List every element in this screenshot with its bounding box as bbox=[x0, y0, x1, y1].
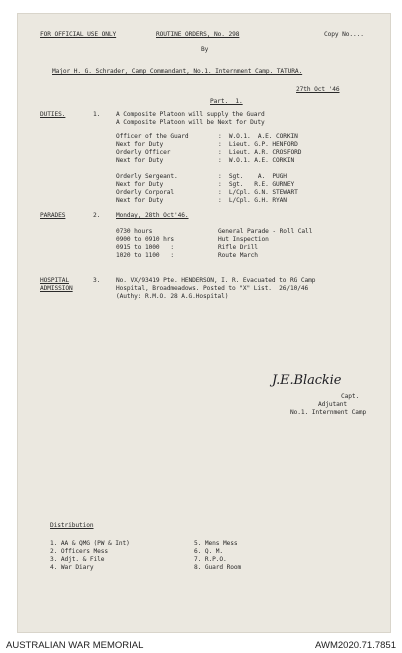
parades-number: 2. bbox=[93, 212, 101, 219]
distribution-item: 4. War Diary bbox=[50, 564, 94, 571]
duty-role: Next for Duty bbox=[116, 141, 164, 148]
duty-name: : L/Cpl. G.H. RYAN bbox=[218, 197, 287, 204]
document-sheet bbox=[18, 14, 390, 632]
duty-role: Orderly Corporal bbox=[116, 189, 175, 196]
duty-role: Officer of the Guard bbox=[116, 133, 189, 140]
distribution-item: 2. Officers Mess bbox=[50, 548, 109, 555]
footer-accession-number: AWM2020.71.7851 bbox=[315, 640, 396, 651]
admission-heading: ADMISSION bbox=[40, 285, 73, 292]
signature-unit: No.1. Internment Camp bbox=[290, 409, 367, 416]
parade-time: 0915 to 1000 : bbox=[116, 244, 175, 251]
orders-title: ROUTINE ORDERS, No. 298 bbox=[156, 31, 240, 38]
hospital-line: Hospital, Broadmeadows. Posted to "X" List. 26/10/46 bbox=[116, 285, 309, 292]
parade-event: Route March bbox=[218, 252, 258, 259]
parade-time: 0730 hours bbox=[116, 228, 153, 235]
hospital-heading: HOSPITAL bbox=[40, 277, 70, 284]
archive-footer bbox=[0, 636, 402, 653]
distribution-item: 1. AA & QMG (PW & Int) bbox=[50, 540, 130, 547]
official-use-label: FOR OFFICIAL USE ONLY bbox=[40, 31, 117, 38]
duty-role: Next for Duty bbox=[116, 197, 164, 204]
duties-line: A Composite Platoon will supply the Guard bbox=[116, 111, 265, 118]
distribution-item: 5. Mens Mess bbox=[194, 540, 238, 547]
parade-event: Rifle Drill bbox=[218, 244, 258, 251]
signature-title: Adjutant bbox=[318, 401, 348, 408]
distribution-item: 8. Guard Room bbox=[194, 564, 242, 571]
part-heading: Part. 1. bbox=[210, 98, 243, 105]
parade-time: 1020 to 1100 : bbox=[116, 252, 175, 259]
duty-role: Orderly Officer bbox=[116, 149, 171, 156]
distribution-item: 3. Adjt. & File bbox=[50, 556, 105, 563]
duties-heading: DUTIES. bbox=[40, 111, 66, 118]
handwritten-signature: J.E.Blackie bbox=[272, 373, 342, 388]
duties-number: 1. bbox=[93, 111, 101, 118]
hospital-line: No. VX/93419 Pte. HENDERSON, I. R. Evacuated to RG Camp bbox=[116, 277, 316, 284]
footer-institution: AUSTRALIAN WAR MEMORIAL bbox=[6, 640, 144, 651]
signature-rank: Capt. bbox=[341, 393, 360, 400]
hospital-line: (Authy: R.M.O. 28 A.G.Hospital) bbox=[116, 293, 229, 300]
duty-role: Next for Duty bbox=[116, 181, 164, 188]
duty-name: : Sgt. R.E. GURNEY bbox=[218, 181, 295, 188]
parade-time: 0900 to 0910 hrs bbox=[116, 236, 175, 243]
parade-day: Monday, 28th Oct'46. bbox=[116, 212, 189, 219]
distribution-heading: Distribution bbox=[50, 522, 94, 529]
parades-heading: PARADES bbox=[40, 212, 66, 219]
duty-role: Orderly Sergeant. bbox=[116, 173, 178, 180]
copy-number: Copy No.... bbox=[324, 31, 364, 38]
commander-line: Major H. G. Schrader, Camp Commandant, No.1. Internment Camp. TATURA. bbox=[52, 68, 303, 75]
duty-name: : L/Cpl. G.N. STEWART bbox=[218, 189, 298, 196]
duty-name: : Lieut. A.R. CROSFORD bbox=[218, 149, 302, 156]
duty-name: : Lieut. G.P. HENFORD bbox=[218, 141, 298, 148]
duties-line: A Composite Platoon will be Next for Duty bbox=[116, 119, 265, 126]
by-label: By bbox=[201, 46, 209, 53]
duty-name: : Sgt. A. PUGH bbox=[218, 173, 287, 180]
distribution-item: 6. Q. M. bbox=[194, 548, 224, 555]
order-date: 27th Oct '46 bbox=[296, 86, 340, 93]
duty-name: : W.O.1. A.E. CORKIN bbox=[218, 133, 298, 140]
distribution-item: 7. R.P.O. bbox=[194, 556, 227, 563]
duty-name: : W.O.1. A.E. CORKIN bbox=[218, 157, 295, 164]
parade-event: Hut Inspection bbox=[218, 236, 269, 243]
hospital-number: 3. bbox=[93, 277, 101, 284]
parade-event: General Parade - Roll Call bbox=[218, 228, 313, 235]
duty-role: Next for Duty bbox=[116, 157, 164, 164]
